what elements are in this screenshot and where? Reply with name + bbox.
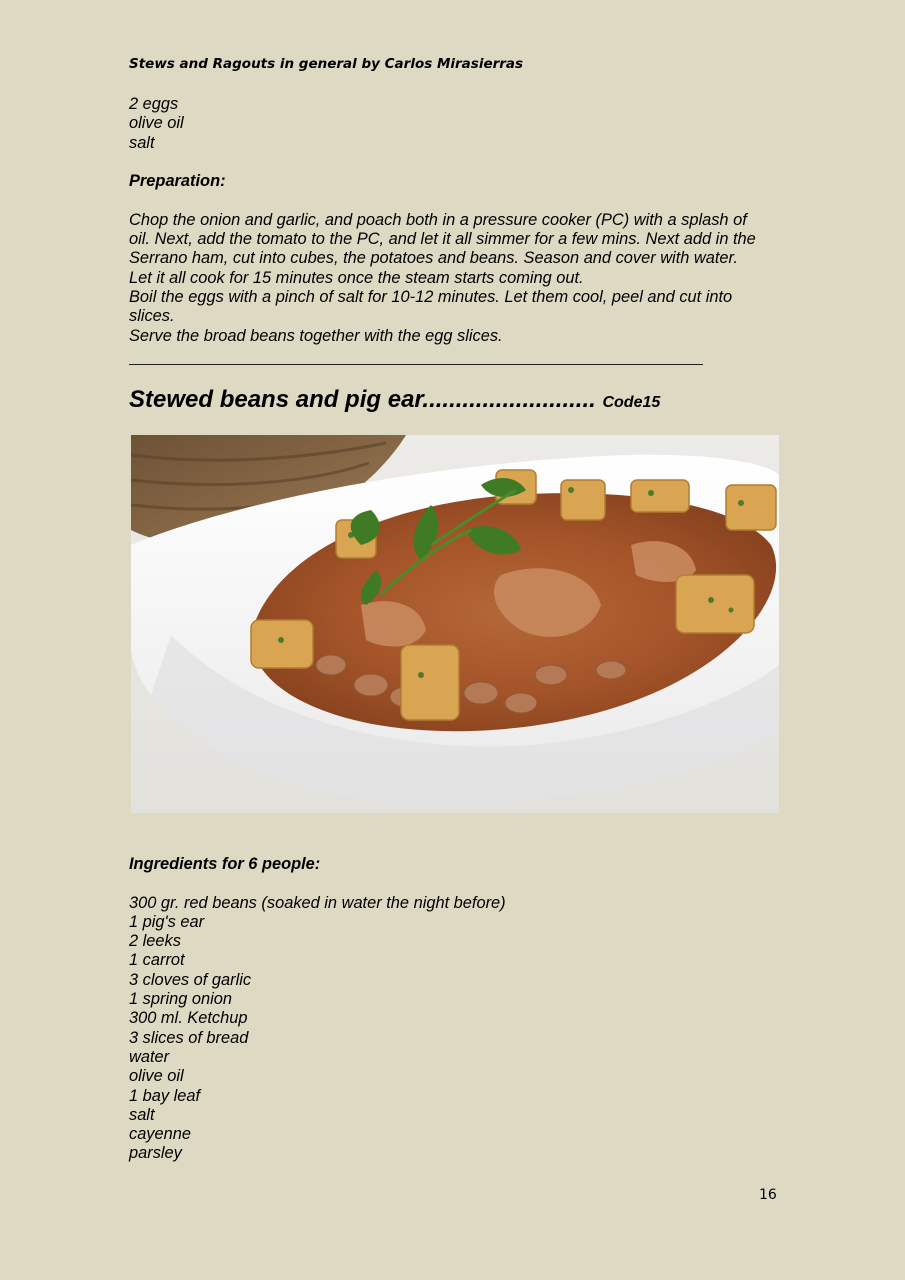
section-divider bbox=[129, 364, 703, 365]
spacer bbox=[129, 874, 789, 893]
ingredient-line: 3 cloves of garlic bbox=[129, 970, 252, 989]
recipe-photo bbox=[131, 435, 779, 813]
preparation-line: Boil the eggs with a pinch of salt for 10-12 minutes. Let them cool, peel and cut into bbox=[129, 287, 733, 306]
preparation-line: Chop the onion and garlic, and poach both in a pressure cooker (PC) with a splash of bbox=[129, 210, 747, 229]
spacer bbox=[129, 191, 789, 210]
ingredient-line: 2 eggs bbox=[129, 95, 179, 113]
spacer bbox=[129, 153, 789, 172]
recipe-title bbox=[129, 386, 660, 414]
previous-recipe-block bbox=[129, 95, 789, 346]
preparation-heading: Preparation: bbox=[129, 172, 226, 191]
ingredients-heading: Ingredients for 6 people: bbox=[129, 855, 321, 873]
ingredient-line: 1 spring onion bbox=[129, 990, 232, 1009]
ingredient-line: 300 ml. Ketchup bbox=[129, 1009, 248, 1028]
ingredient-line: cayenne bbox=[129, 1125, 191, 1144]
preparation-line: slices. bbox=[129, 307, 175, 326]
ingredient-line: 1 carrot bbox=[129, 951, 185, 970]
ingredient-line: 3 slices of bread bbox=[129, 1028, 249, 1047]
preparation-line: Serve the broad beans together with the egg slices. bbox=[129, 326, 503, 345]
stew-dish-illustration bbox=[131, 435, 779, 813]
ingredient-line: parsley bbox=[129, 1144, 182, 1163]
running-header: Stews and Ragouts in general by Carlos Mirasierras bbox=[129, 56, 524, 72]
preparation-line: oil. Next, add the tomato to the PC, and let it all simmer for a few mins. Next add in the bbox=[129, 230, 756, 249]
ingredient-line: olive oil bbox=[129, 114, 184, 133]
ingredient-line: 2 leeks bbox=[129, 932, 181, 951]
ingredient-line: 300 gr. red beans (soaked in water the night before) bbox=[129, 893, 506, 912]
ingredient-line: salt bbox=[129, 133, 155, 152]
recipe-code: Code15 bbox=[602, 394, 661, 411]
ingredient-line: water bbox=[129, 1047, 170, 1066]
ingredient-line: 1 pig's ear bbox=[129, 912, 205, 931]
recipe-ingredients-block bbox=[129, 855, 789, 1164]
ingredient-line: 1 bay leaf bbox=[129, 1086, 201, 1105]
recipe-title-text: Stewed beans and pig ear.......................... bbox=[129, 386, 596, 413]
ingredient-line: salt bbox=[129, 1105, 155, 1124]
page-number: 16 bbox=[759, 1187, 777, 1203]
ingredient-line: olive oil bbox=[129, 1067, 184, 1086]
preparation-line: Serrano ham, cut into cubes, the potatoes and beans. Season and cover with water. bbox=[129, 249, 738, 268]
preparation-line: Let it all cook for 15 minutes once the steam starts coming out. bbox=[129, 268, 584, 287]
